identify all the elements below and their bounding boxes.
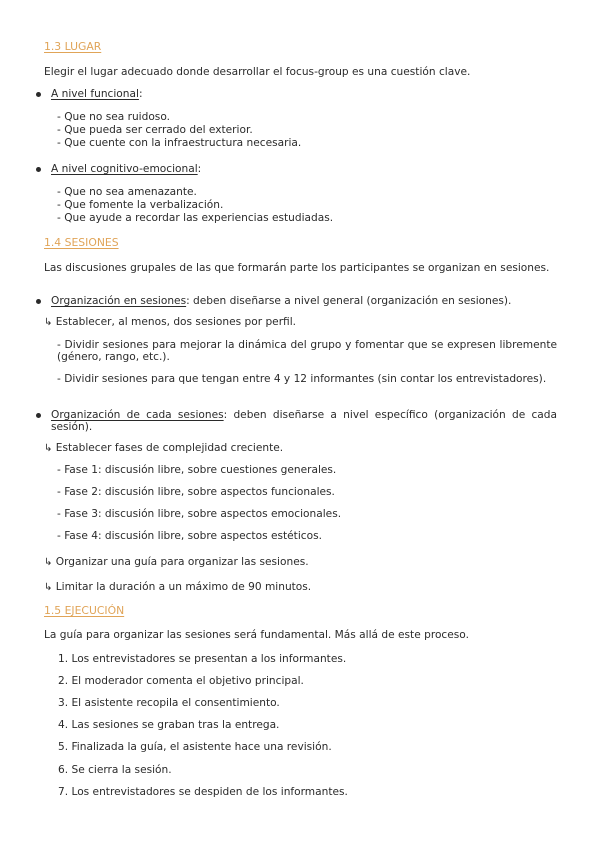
fase-item: - Fase 4: discusión libre, sobre aspectos estéticos. [57,530,322,542]
org-sesiones-sub-text: Establecer, al menos, dos sesiones por perfil. [55,316,297,328]
bullet-icon [36,299,41,304]
org-sesiones-label: Organización en sesiones [51,295,187,307]
step-item: 2. El moderador comenta el objetivo principal. [58,675,304,687]
org-cada-label: Organización de cada sesiones [51,409,224,421]
fase-item: - Fase 1: discusión libre, sobre cuestiones generales. [57,464,337,476]
funcional-colon: : [138,88,143,100]
step-item: 1. Los entrevistadores se presentan a los informantes. [58,653,347,665]
step-item: 6. Se cierra la sesión. [58,764,172,776]
bullet-icon [36,92,41,97]
org-sesiones-item: - Dividir sesiones para que tengan entre 4 y 12 informantes (sin contar los entrevistadores). [57,373,547,385]
funcional-line [51,88,143,100]
cognitivo-item: - Que no sea amenazante. [57,186,197,198]
section-heading-lugar: 1.3 LUGAR [44,40,102,53]
bullet-icon [36,167,41,172]
org-cada-sub-text: Establecer fases de complejidad creciente. [55,442,284,454]
funcional-item: - Que no sea ruidoso. [57,111,170,123]
sesiones-intro: Las discusiones grupales de las que formarán parte los participantes se organizan en sesiones. [44,262,550,274]
cognitivo-line [51,163,201,175]
fase-item: - Fase 3: discusión libre, sobre aspectos emocionales. [57,508,342,520]
step-item: 5. Finalizada la guía, el asistente hace una revisión. [58,741,332,753]
funcional-label: A nivel funcional [51,88,139,100]
lugar-intro: Elegir el lugar adecuado donde desarrollar el focus-group es una cuestión clave. [44,66,471,78]
step-item: 3. El asistente recopila el consentimiento. [58,697,280,709]
section-heading-ejecucion: 1.5 EJECUCIÓN [44,604,125,617]
fase-item: - Fase 2: discusión libre, sobre aspectos funcionales. [57,486,335,498]
funcional-item: - Que pueda ser cerrado del exterior. [57,124,253,136]
step-item: 7. Los entrevistadores se despiden de los informantes. [58,786,348,798]
return-arrow-icon: ↳ [44,443,53,454]
org-cada-extra [44,556,309,568]
org-sesiones-item: - Dividir sesiones para mejorar la dinámica del grupo y fomentar que se expresen libremente (género, rango, etc.). [57,339,557,363]
section-heading-sesiones: 1.4 SESIONES [44,236,119,249]
step-item: 4. Las sesiones se graban tras la entrega. [58,719,280,731]
return-arrow-icon: ↳ [44,582,53,593]
ejecucion-intro: La guía para organizar las sesiones será fundamental. Más allá de este proceso. [44,629,469,641]
org-cada-extra-text: Organizar una guía para organizar las sesiones. [55,556,309,568]
org-cada-sub [44,442,283,454]
cognitivo-label: A nivel cognitivo-emocional [51,163,198,175]
org-sesiones-rest: : deben diseñarse a nivel general (organización en sesiones). [186,295,512,307]
org-cada-extra [44,581,311,593]
org-sesiones-sub [44,316,296,328]
return-arrow-icon: ↳ [44,557,53,568]
org-cada-extra-text: Limitar la duración a un máximo de 90 minutos. [55,581,312,593]
bullet-icon [36,413,41,418]
org-cada-rest: : deben diseñarse a nivel específico (organización de cada sesión). [51,409,557,433]
cognitivo-item: - Que ayude a recordar las experiencias estudiadas. [57,212,334,224]
cognitivo-item: - Que fomente la verbalización. [57,199,224,211]
org-sesiones-line [51,295,511,307]
funcional-item: - Que cuente con la infraestructura necesaria. [57,137,302,149]
org-cada-line [51,409,557,433]
cognitivo-colon: : [197,163,202,175]
return-arrow-icon: ↳ [44,317,53,328]
